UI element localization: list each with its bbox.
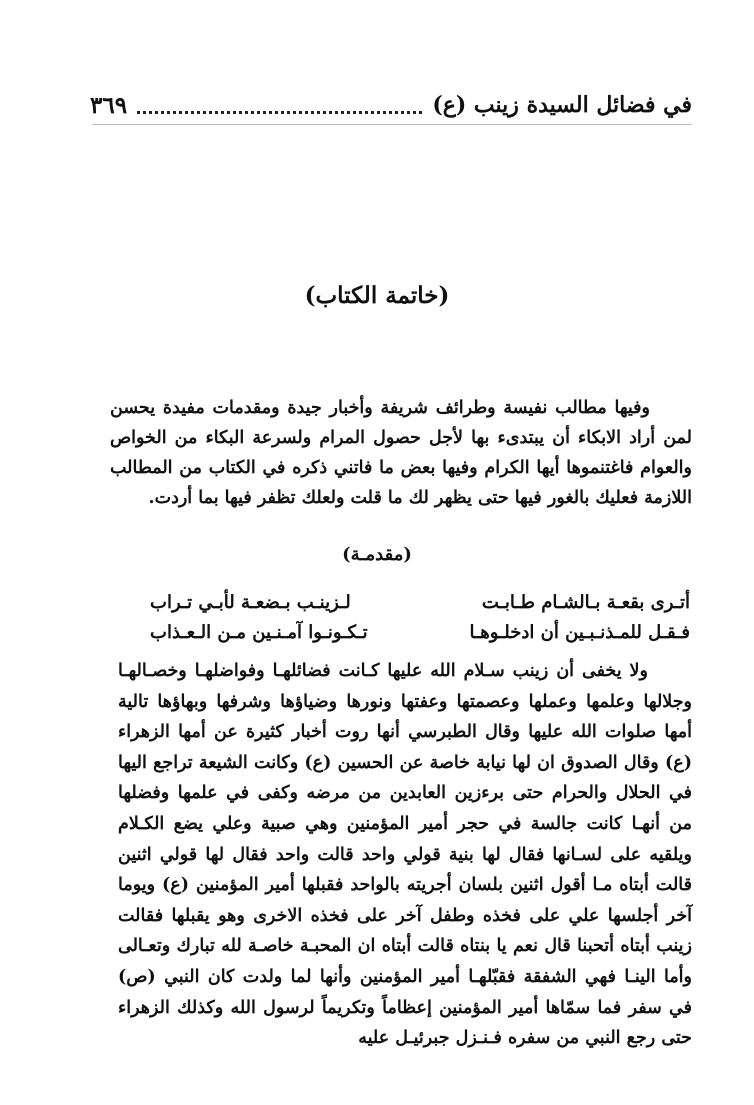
poem (150, 588, 690, 648)
verse-hemistich: لـزينـب بـضعـة لأبـي تـراب (150, 592, 351, 613)
body-block (118, 656, 692, 1054)
header-rule (92, 124, 692, 125)
subsection-title: (مقدمـة) (342, 544, 412, 565)
intro-block (110, 393, 692, 513)
verse-hemistich: تـكـونـوا آمـنـين مـن الـعـذاب (150, 622, 368, 643)
verse-hemistich: أتـرى بقعـة بـالشـام طـابـت (481, 592, 690, 613)
dotted-leader (137, 97, 422, 114)
page-number: ٣٦٩ (90, 91, 128, 119)
poem-verse (150, 588, 690, 618)
page-header (90, 88, 692, 122)
verse-hemistich: فـقـل للمـذنـبـين أن ادخلـوهـا (469, 622, 690, 643)
poem-verse (150, 618, 690, 648)
section-title: (خاتمة الكتاب) (304, 282, 450, 309)
running-title: في فضائل السيدة زينب (ع) (432, 92, 692, 118)
intro-paragraph: وفيها مطالب نفيسة وطرائف شريفة وأخبار جيدة ومقدمات مفيدة يحسن لمن أراد الابكاء أن يبتدىء بها لأجل حصول المرام ولسرعة البكاء من الخواص والعوام فاغتنموها أيها الكرام وفيها بعض ما فاتني ذكره في الكتاب من المطالب اللازمة فعليك بالغور فيها حتى يظهر لك ما قلت ولعلك تظفر فيها بما أردت. (110, 398, 692, 508)
body-paragraph: ولا يخفى أن زينب سـلام الله عليها كـانت فضائلهـا وفواضلهـا وخصـالهـا وجلالها وعلمها وعملها وعصمتها وعفتها ونورها وضياؤها وشرفها وبهاؤها تالية أمها صلوات الله عليها وقال الطبرسي أنها روت أخبار كثيرة عن أمها الزهراء (ع) وقال الصدوق ان لها نيابة خاصة عن الحسين (ع) وكانت الشيعة تراجع اليها في الحلال والحرام حتى برءزين العابدين من مرضه وكفى في علمها وفضلها من أنهـا كانت جالسة في حجر أمير المؤمنين وهي صبية وعلي يضع الكـلام ويلقيه على لسـانها فقال لها بنية قولي واحد قالت واحد فقال لها قولي اثنين قالت أبتاه مـا أقول اثنين بلسان أجريته بالواحد فقبلها أمير المؤمنين (ع) ويوما آخر أجلسها علي على فخذه وطفل آخر على فخذه الاخرى وهو يقبلها فقالت زينب أبتاه أتحبنا قال نعم يا بنتاه قالت أبتاه ان المحبـة خاصـة لله تبارك وتعـالى وأما الينـا فهي الشفقة فقبّلهـا أمير المؤمنين وأنها لما ولدت كان النبي (ص) في سفر فما سمّاها أمير المؤمنين إعظاماً وتكريماً لرسول الله وكذلك الزهراء حتى رجع النبي من سفره فـنـزل جبرئيـل عليه (118, 661, 692, 1049)
